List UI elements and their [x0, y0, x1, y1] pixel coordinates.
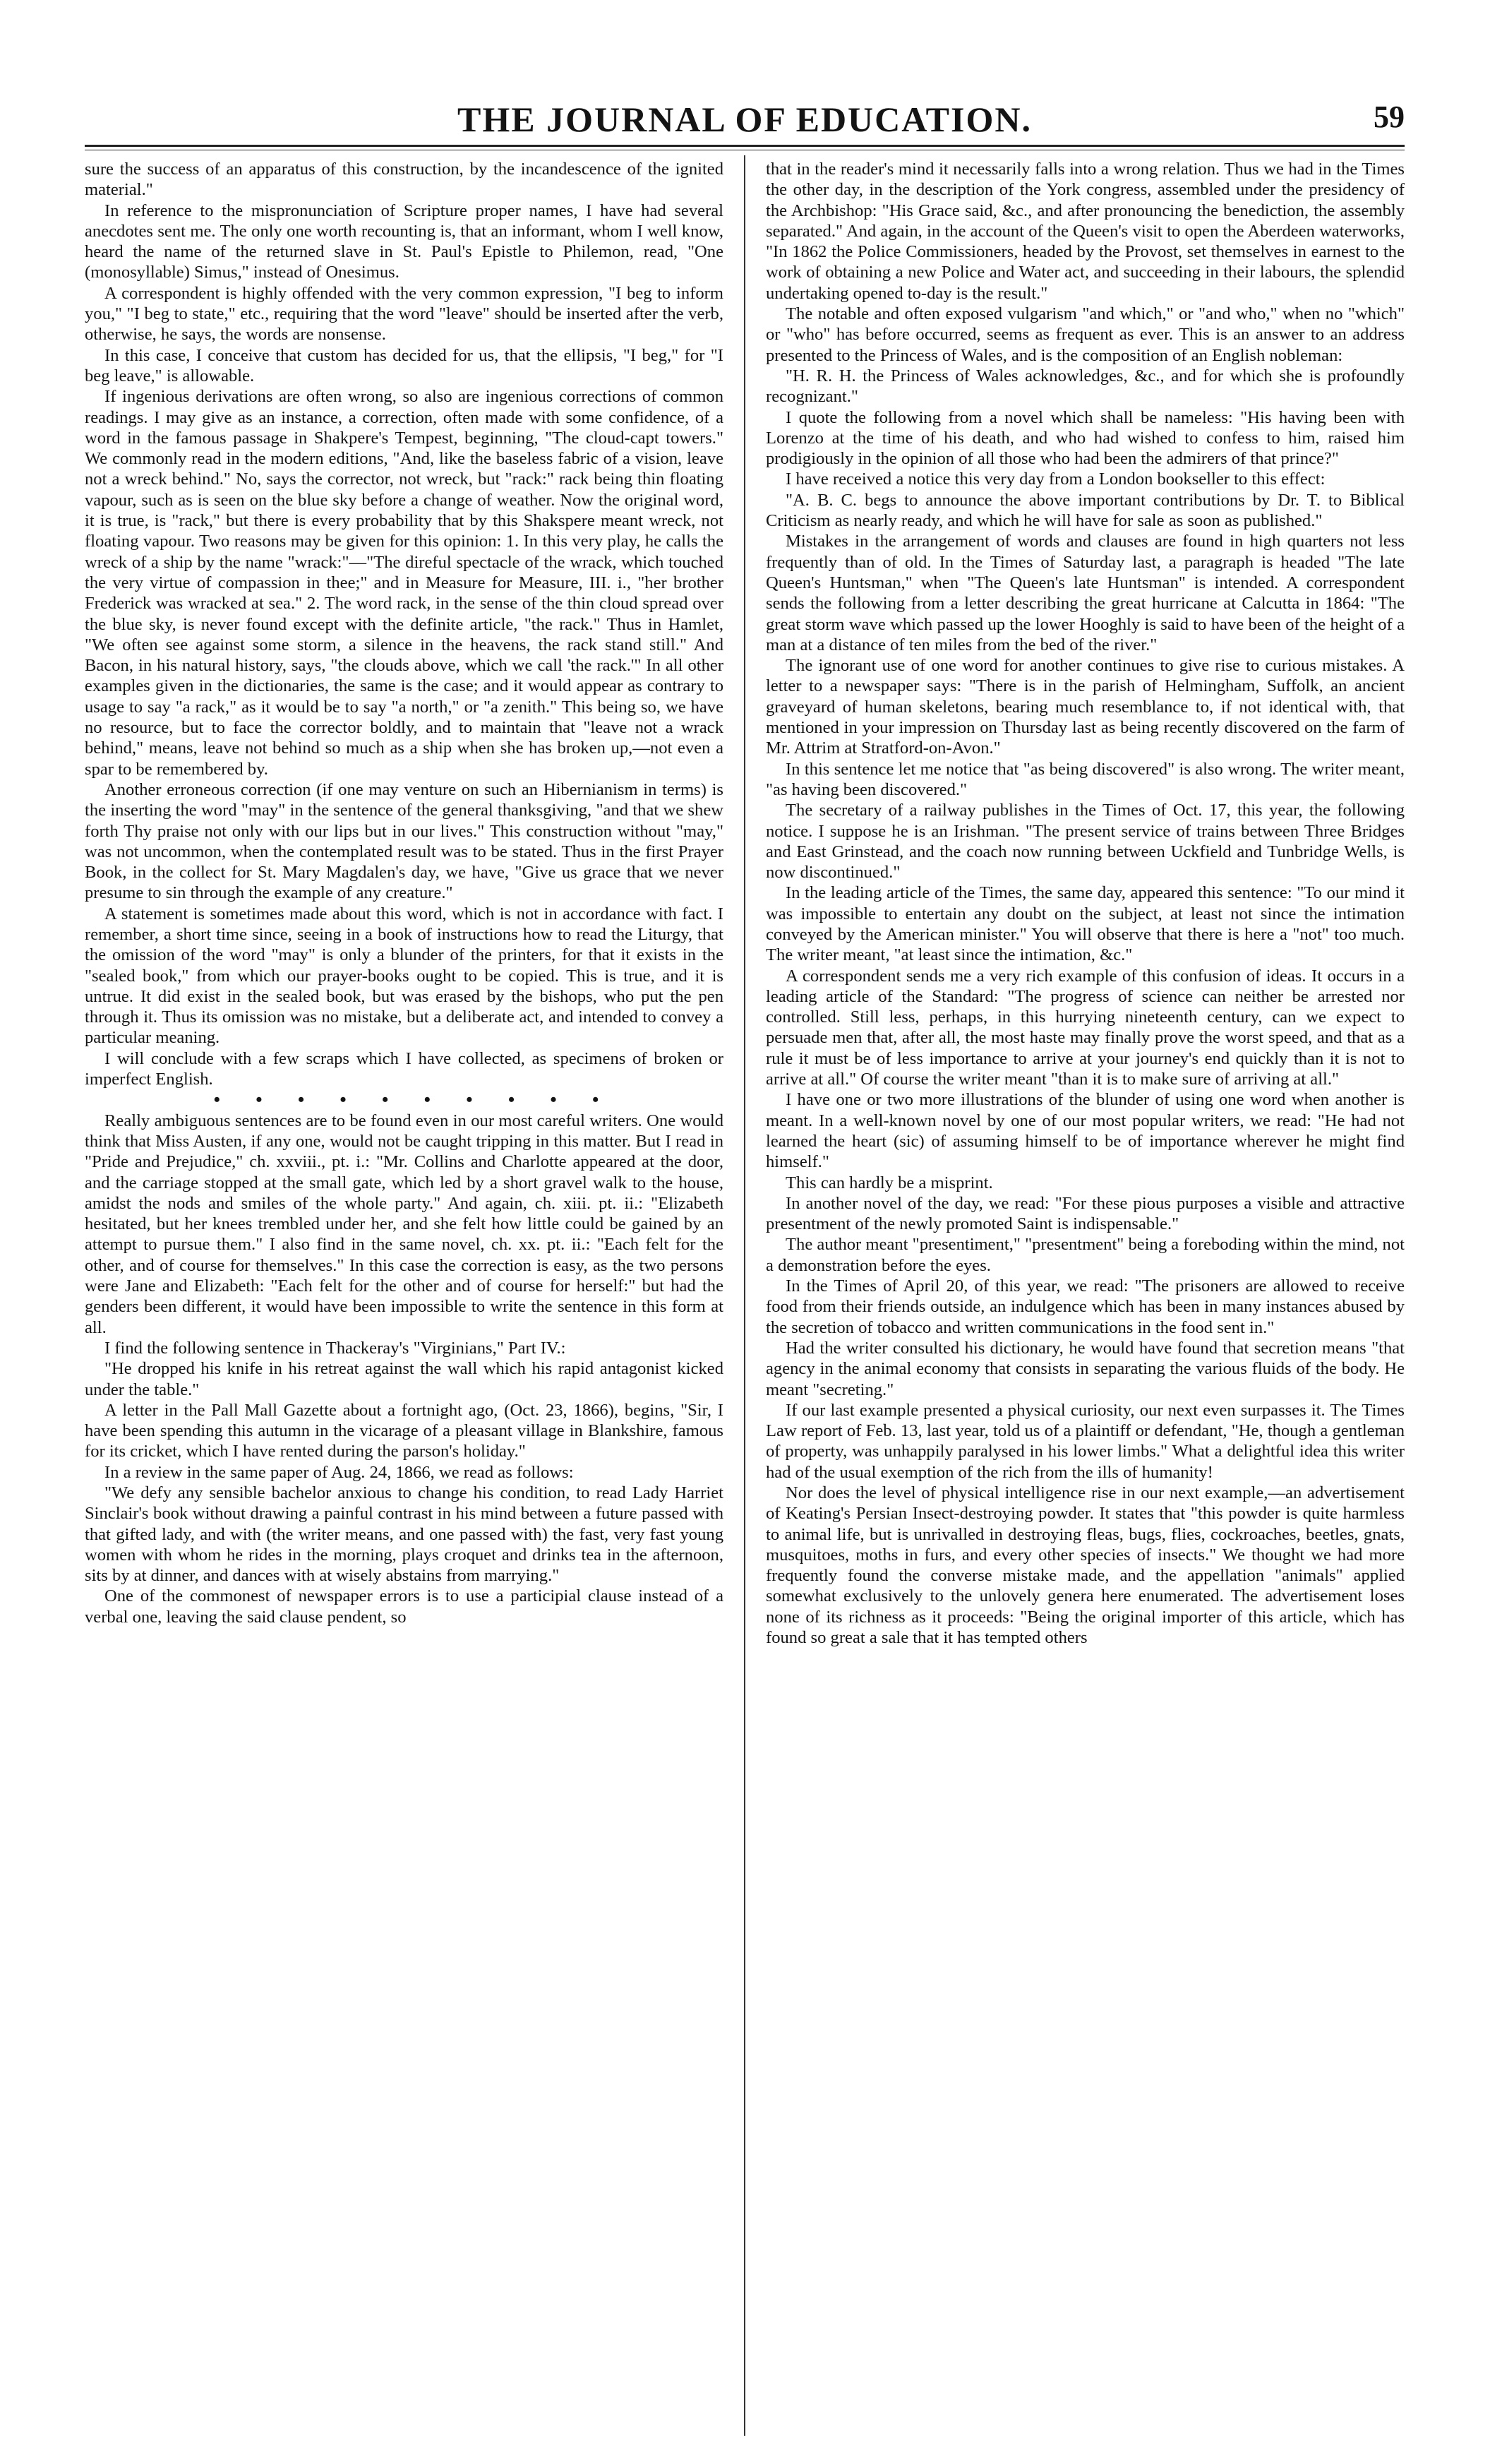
paragraph: Really ambiguous sentences are to be found even in our most careful writers. One would think that Miss Austen, if any one, would not be caught tripping in this matter. But I read in "Pride and Prejudice," ch. xxviii., pt. i.: "Mr. Collins and Charlotte appeared at the door, and the carriage stopped at the small gate, which led by a short gravel walk to the house, amidst the nods and smiles of the whole party." And again, ch. xiii. pt. ii.: "Elizabeth hesitated, but her knees trembled under her, and she felt how little could be gained by an attempt to pursue them." I also find in the same novel, ch. xx. pt. ii.: "Each felt for the other, and of course for themselves." In this case the correction is easy, as the two persons were Jane and Elizabeth: "Each felt for the other and of course for herself:" but had the genders been different, it would have been impossible to write the sentence in this form at all. — [85, 1111, 723, 1337]
paragraph: In this case, I conceive that custom has decided for us, that the ellipsis, "I beg," for "I beg leave," is allowable. — [85, 345, 723, 385]
paragraph: In a review in the same paper of Aug. 24, 1866, we read as follows: — [104, 1462, 574, 1482]
section-ornament: • • • • • • • • • • — [213, 1089, 615, 1111]
quotation: "We defy any sensible bachelor anxious to change his condition, to read Lady Harriet Sinclair's book without drawing a painful contrast in his mind between a future passed with that gifted lady, and with (the writer means, and one passed with) the fast, very fast young women with whom he rides in the morning, plays croquet and drinks tea in the afternoon, sits by at dinner, and dances with at wisely abstains from marrying." — [85, 1483, 723, 1586]
paragraph: The ignorant use of one word for another continues to give rise to curious mistakes. A letter to a newspaper says: "There is in the parish of Helmingham, Suffolk, an ancient graveyard of human skeletons, bearing much resemblance to, if not identical with, that mentioned in your impression on Thursday last as being recently discovered on the farm of Mr. Attrim at Stratford-on-Avon." — [766, 656, 1405, 758]
quotation: "A. B. C. begs to announce the above important contributions by Dr. T. to Biblical Criticism as nearly ready, and which he will have for sale as soon as published." — [766, 490, 1405, 531]
paragraph: In reference to the mispronunciation of Scripture proper names, I have had several anecdotes sent me. The only one worth recounting is, that an informant, whom I well know, heard the name of the returned slave in St. Paul's Epistle to Philemon, read, "One (monosyllable) Simus," instead of Onesimus. — [85, 201, 723, 282]
quotation: "He dropped his knife in his retreat against the wall which his rapid antagonist kicked under the table." — [85, 1359, 723, 1399]
paragraph: Had the writer consulted his dictionary, he would have found that secretion means "that agency in the animal economy that consists in separating the various fluids of the body. He meant "secreting." — [766, 1338, 1405, 1399]
header-rule — [85, 145, 1405, 147]
quotation: "H. R. H. the Princess of Wales acknowledges, &c., and for which she is profoundly recognizant." — [766, 366, 1405, 407]
paragraph: One of the commonest of newspaper errors is to use a participial clause instead of a verbal one, leaving the said clause pendent, so — [85, 1586, 723, 1627]
paragraph: I quote the following from a novel which shall be nameless: "His having been with Lorenzo at the time of his death, and who had wished to confess to him, raised him prodigiously in the opinion of all those who had been the admirers of that prince?" — [766, 407, 1405, 469]
paragraph: I have one or two more illustrations of the blunder of using one word when another is meant. In a well-known novel by one of our most popular writers, we read: "He had not learned the heart (sic) of assuming himself to be of importance wherever he might find himself." — [766, 1090, 1405, 1172]
paragraph: In the leading article of the Times, the same day, appeared this sentence: "To our mind it was impossible to entertain any doubt on the subject, at least not since the intimation conveyed by the American minister." You will observe that there is here a "not" too much. The writer meant, "at least since the intimation, &c." — [766, 883, 1405, 965]
paragraph: A statement is sometimes made about this word, which is not in accordance with fact. I remember, a short time since, seeing in a book of instructions how to read the Liturgy, that the omission of the word "may" is only a blunder of the printers, for that it exists in the "sealed book," from which our prayer-books ought to be copied. This is true, and it is untrue. It did exist in the sealed book, but was erased by the bishops, who put the pen through it. Thus its omission was no mistake, but a deliberate act, and intended to convey a particular meaning. — [85, 904, 723, 1048]
paragraph: I have received a notice this very day from a London bookseller to this effect: — [786, 470, 1326, 489]
paragraph: In this sentence let me notice that "as being discovered" is also wrong. The writer meant, "as having been discovered." — [766, 759, 1405, 799]
paragraph: A correspondent is highly offended with the very common expression, "I beg to inform you," "I beg to state," etc., requiring that the word "leave" should be inserted after the verb, otherwise, he says, the words are nonsense. — [85, 283, 723, 345]
paragraph: Mistakes in the arrangement of words and clauses are found in high quarters not less frequently than of old. In the Times of Saturday last, a paragraph is headed "The late Queen's Huntsman," when "The Queen's late Huntsman" is intended. A correspondent sends the following from a letter describing the great hurricane at Calcutta in 1864: "The great storm wave which passed up the lower Hooghly is said to have been of the height of a man at a distance of ten miles from the bed of the river." — [766, 532, 1405, 654]
paragraph: The secretary of a railway publishes in the Times of Oct. 17, this year, the following notice. I suppose he is an Irishman. "The present service of trains between Three Bridges and East Grinstead, and the coach now running between Uckfield and Tunbridge Wells, is now discontinued." — [766, 801, 1405, 883]
paragraph: A letter in the Pall Mall Gazette about a fortnight ago, (Oct. 23, 1866), begins, "Sir, I have been spending this autumn in the vicarage of a pleasant village in Blankshire, famous for its cricket, which I have rented during the parson's holiday." — [85, 1400, 723, 1461]
left-column — [85, 159, 723, 2429]
paragraph: I will conclude with a few scraps which I have collected, as specimens of broken or imperfect English. — [85, 1048, 723, 1089]
page-number: 59 — [1374, 100, 1405, 134]
right-column — [766, 159, 1405, 2429]
paragraph: The author meant "presentiment," "presentment" being a foreboding within the mind, not a demonstration before the eyes. — [766, 1235, 1405, 1275]
journal-title: THE JOURNAL OF EDUCATION. — [457, 100, 1032, 139]
paragraph: Nor does the level of physical intelligence rise in our next example,—an advertisement of Keating's Persian Insect-destroying powder. It states that "this powder is quite harmless to animal life, but is unrivalled in destroying fleas, bugs, flies, cockroaches, beetles, gnats, musquitoes, moths in furs, and every other species of insects." We thought we had more frequently found the converse mistake made, and the appellation "animals" applied somewhat exclusively to the unlovely genera here enumerated. The advertisement loses none of its richness as it proceeds: "Being the original importer of this article, which has found so great a sale that it has tempted others — [766, 1483, 1405, 1648]
paragraph: This can hardly be a misprint. — [786, 1173, 993, 1192]
page-header — [85, 99, 1405, 141]
paragraph: The notable and often exposed vulgarism "and which," or "and who," when no "which" or "who" has before occurred, seems as frequent as ever. This is an answer to an address presented to the Princess of Wales, and is the composition of an English nobleman: — [766, 304, 1405, 365]
paragraph: that in the reader's mind it necessarily falls into a wrong relation. Thus we had in the Times the other day, in the description of the York congress, assembled under the presidency of the Archbishop: "His Grace said, &c., and after pronouncing the benediction, the assembly separated." And again, in the account of the Queen's visit to open the Aberdeen waterworks, "In 1862 the Police Commissioners, headed by the Provost, set themselves in earnest to the work of obtaining a new Police and Water act, and succeeding in their labours, the splendid undertaking opened to-day is the result." — [766, 160, 1405, 303]
paragraph: In another novel of the day, we read: "For these pious purposes a visible and attractive presentment of the newly promoted Saint is indispensable." — [766, 1193, 1405, 1234]
paragraph: I find the following sentence in Thackeray's "Virginians," Part IV.: — [104, 1338, 566, 1358]
paragraph: If our last example presented a physical curiosity, our next even surpasses it. The Times Law report of Feb. 13, last year, told us of a plaintiff or defendant, "He, though a gentleman of property, was unhappily paralysed in his lower limbs." What a delightful idea this writer had of the usual exemption of the rich from the ills of humanity! — [766, 1400, 1405, 1482]
paragraph: A correspondent sends me a very rich example of this confusion of ideas. It occurs in a leading article of the Standard: "The progress of science can neither be arrested nor controlled. Still less, perhaps, in this hurrying nineteenth century, can we expect to persuade men that, after all, the most haste may finally prove the worst speed, and that as a rule it must be of less importance to arrive at your journey's end quickly than it is not to arrive at all." Of course the writer meant "than it is to make sure of arriving at all." — [766, 966, 1405, 1089]
column-divider — [744, 155, 745, 2436]
paragraph: Another erroneous correction (if one may venture on such an Hibernianism in terms) is the inserting the word "may" in the sentence of the general thanksgiving, "and that we shew forth Thy praise not only with our lips but in our lives." This construction without "may," was not uncommon, when the contemplated result was to be stated. Thus in the first Prayer Book, in the collect for St. Mary Magdalen's day, we have, "Give us grace that we never presume to sin through the example of any creature." — [85, 779, 723, 903]
paragraph: sure the success of an apparatus of this construction, by the incandescence of the ignited material." — [85, 160, 723, 200]
paragraph: In the Times of April 20, of this year, we read: "The prisoners are allowed to receive food from their friends outside, an indulgence which has been in many instances abused by the secretion of tobacco and written communications in the food sent in." — [766, 1276, 1405, 1337]
paragraph: If ingenious derivations are often wrong, so also are ingenious corrections of common readings. I may give as an instance, a correction, often made with some confidence, of a word in the famous passage in Shakpere's Tempest, beginning, "The cloud-capt towers." We commonly read in the modern editions, "And, like the baseless fabric of a vision, leave not a wreck behind." No, says the corrector, not wreck, but "rack:" rack being thin floating vapour, such as is seen on the blue sky before a change of weather. Now the original word, it is true, is "rack," but there is every probability that by this Shakspere meant wreck, not floating vapour. Two reasons may be given for this opinion: 1. In this very play, he calls the wreck of a ship by the name "wrack:"—"The direful spectacle of the wrack, which touched the very virtue of compassion in thee;" and in Measure for Measure, III. i., "her brother Frederick was wracked at sea." 2. The word rack, in the sense of the thin cloud spread over the blue sky, is never found except with the definite article, "the rack." Thus in Hamlet, "We often see against some storm, a silence in the heavens, the rack stand still." And Bacon, in his natural history, says, "the clouds above, which we call 'the rack.'" In all other examples given in the dictionaries, the same is the case; and it would appear as contrary to usage to say "a rack," as it would be to say "a north," or "a zenith." This being so, we have no resource, but to face the corrector boldly, and to maintain that "leave not a wrack behind," means, leave not behind so much as a ship when she has broken up,—not even a spar to be remembered by. — [85, 387, 723, 779]
